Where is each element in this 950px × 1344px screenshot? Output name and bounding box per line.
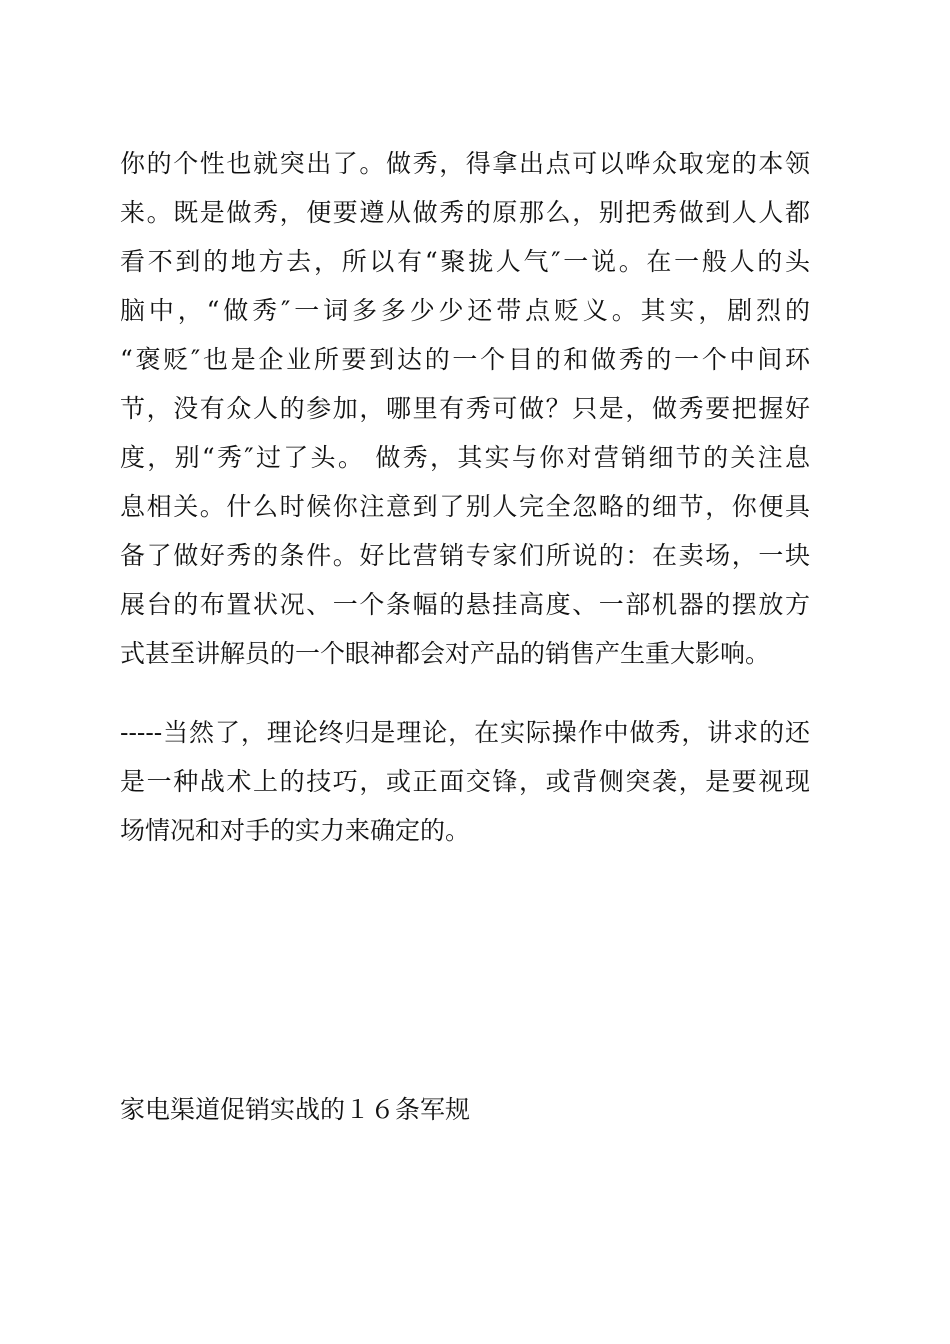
paragraph-line: 脑中，“做秀″一词多多少少还带点贬义。其实，剧烈的 — [120, 296, 810, 325]
body-paragraph-2 — [120, 708, 810, 855]
paragraph-line: 你的个性也就突出了。做秀，得拿出点可以哗众取宠的本领 — [120, 149, 810, 178]
paragraph-line: 场情况和对手的实力来确定的。 — [120, 816, 471, 845]
paragraph-line: 来。既是做秀，便要遵从做秀的原那么，别把秀做到人人都 — [120, 198, 810, 227]
section-heading: 家电渠道促销实战的１６条军规 — [120, 1095, 471, 1124]
paragraph-line: -----当然了，理论终归是理论，在实际操作中做秀，讲求的还 — [120, 718, 810, 747]
paragraph-line: “褒贬″也是企业所要到达的一个目的和做秀的一个中间环 — [120, 345, 810, 374]
paragraph-line: 节，没有众人的参加，哪里有秀可做？只是，做秀要把握好 — [120, 394, 810, 423]
paragraph-line: 息相关。什么时候你注意到了别人完全忽略的细节，你便具 — [120, 492, 810, 521]
paragraph-line: 度，别“秀″过了头。 做秀，其实与你对营销细节的关注息 — [120, 443, 810, 472]
paragraph-line: 是一种战术上的技巧，或正面交锋，或背侧突袭，是要视现 — [120, 767, 810, 796]
paragraph-line: 看不到的地方去，所以有“聚拢人气″一说。在一般人的头 — [120, 247, 810, 276]
body-paragraph-1 — [120, 139, 810, 678]
paragraph-line: 展台的布置状况、一个条幅的悬挂高度、一部机器的摆放方 — [120, 590, 810, 619]
paragraph-line: 备了做好秀的条件。好比营销专家们所说的：在卖场，一块 — [120, 541, 810, 570]
paragraph-line: 式甚至讲解员的一个眼神都会对产品的销售产生重大影响。 — [120, 639, 771, 668]
